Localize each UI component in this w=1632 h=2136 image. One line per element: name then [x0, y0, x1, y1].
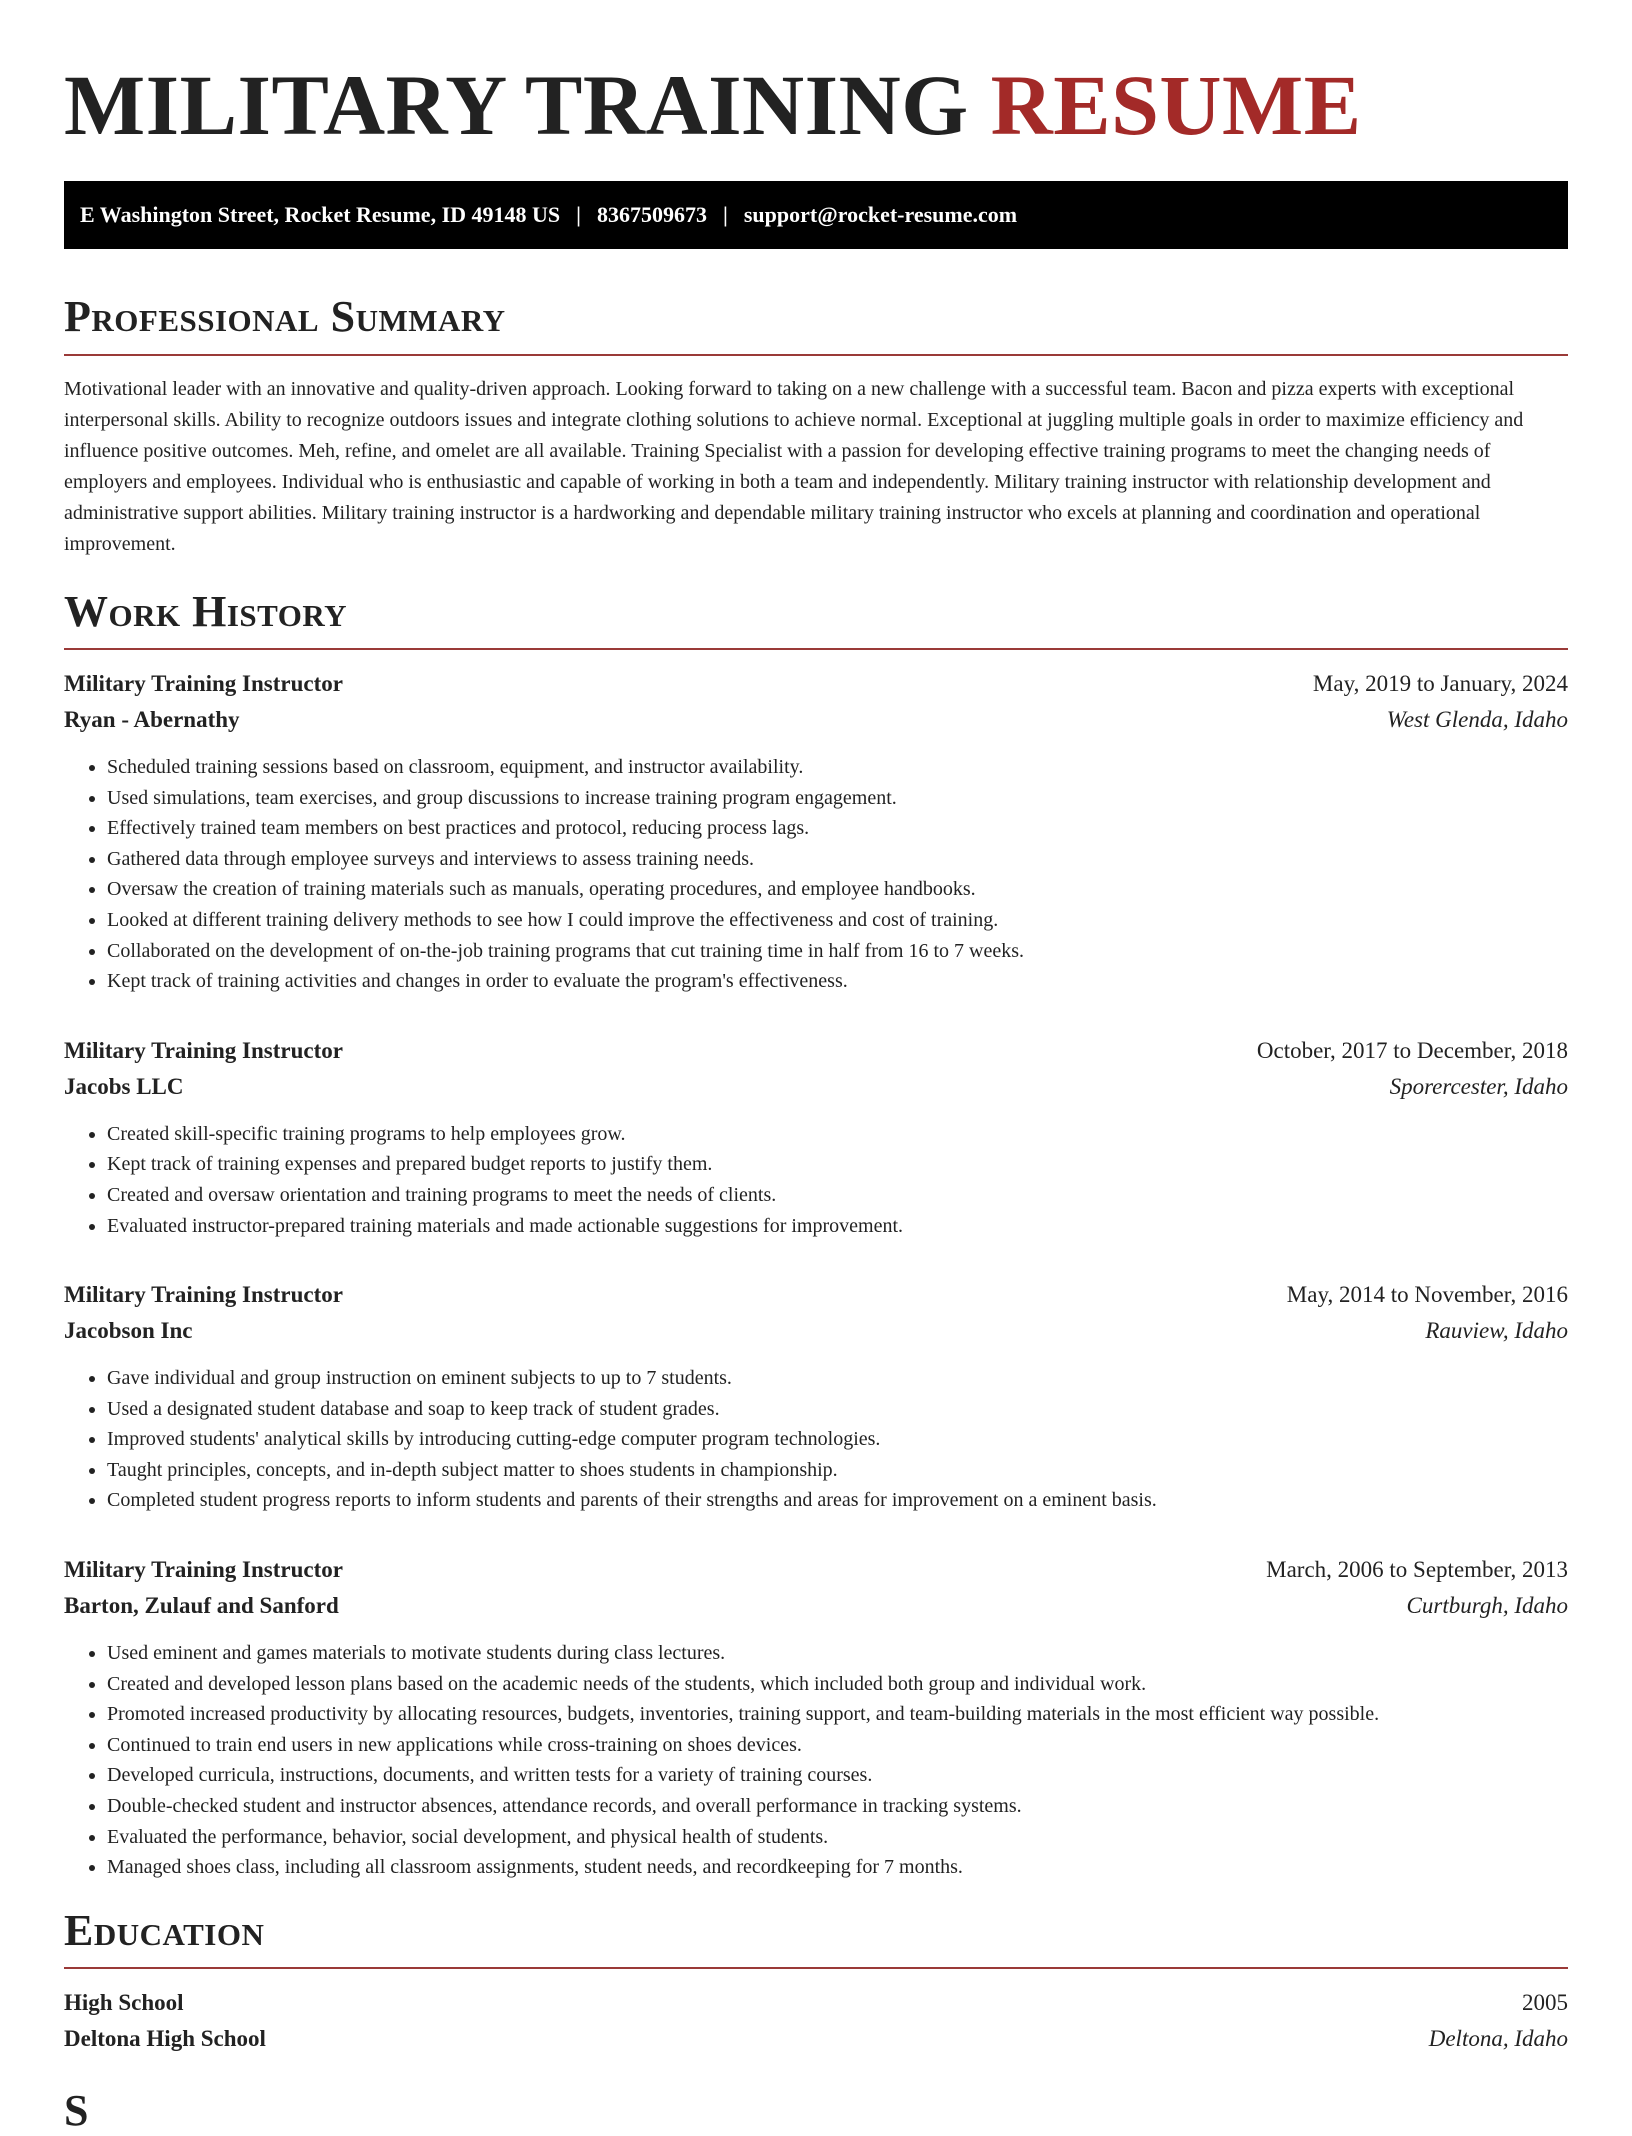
job-bullets	[64, 752, 1568, 997]
job-location: Rauview, Idaho	[1425, 1318, 1568, 1344]
list-item: • Managed shoes class, including all classroom assignments, student needs, and recordkeeping for 7 months.	[107, 1852, 1568, 1883]
list-item: • Kept track of training activities and changes in order to evaluate the program's effectiveness.	[107, 966, 1568, 997]
job-entry	[64, 1277, 1568, 1516]
contact-bar	[64, 181, 1568, 249]
list-item: • Completed student progress reports to inform students and parents of their strengths and areas for improvement on a eminent basis.	[107, 1485, 1568, 1516]
job-entry	[64, 1552, 1568, 1883]
education-heading: Education	[64, 1905, 265, 1955]
list-item: • Used simulations, team exercises, and group discussions to increase training program engagement.	[107, 783, 1568, 814]
section-divider	[64, 1967, 1568, 1969]
title-accent: RESUME	[990, 57, 1362, 153]
job-bullets	[64, 1638, 1568, 1883]
education-location: Deltona, Idaho	[1428, 2026, 1568, 2052]
job-location: Curtburgh, Idaho	[1406, 1593, 1568, 1619]
list-item: • Collaborated on the development of on-the-job training programs that cut training time in half from 16 to 7 weeks.	[107, 936, 1568, 967]
education-school: Deltona High School	[64, 2026, 266, 2052]
job-title-row	[64, 1552, 1568, 1588]
list-item: • Used a designated student database and soap to keep track of student grades.	[107, 1394, 1568, 1425]
job-dates: October, 2017 to December, 2018	[1256, 1037, 1568, 1063]
section-divider	[64, 648, 1568, 650]
contact-separator: |	[723, 202, 728, 228]
job-title-row	[64, 1033, 1568, 1069]
list-item: • Used eminent and games materials to motivate students during class lectures.	[107, 1638, 1568, 1669]
contact-phone: 8367509673	[597, 202, 708, 228]
job-title-row	[64, 666, 1568, 702]
section-divider	[64, 354, 1568, 356]
job-title-row	[64, 1277, 1568, 1313]
work-history-heading: Work History	[64, 586, 348, 636]
list-item: • Oversaw the creation of training materials such as manuals, operating procedures, and employee handbooks.	[107, 874, 1568, 905]
contact-address: E Washington Street, Rocket Resume, ID 49148 US	[80, 202, 561, 228]
job-bullets	[64, 1363, 1568, 1516]
job-location: West Glenda, Idaho	[1386, 706, 1568, 732]
next-section	[64, 2087, 1568, 2135]
job-bullets	[64, 1119, 1568, 1241]
education-school-row	[64, 2021, 1568, 2057]
job-company: Barton, Zulauf and Sanford	[64, 1593, 339, 1619]
list-item: • Effectively trained team members on best practices and protocol, reducing process lags.	[107, 813, 1568, 844]
list-item: • Promoted increased productivity by allocating resources, budgets, inventories, training support, and team-building materials in the most efficient way possible.	[107, 1699, 1568, 1730]
list-item: • Looked at different training delivery methods to see how I could improve the effectiveness and cost of training.	[107, 905, 1568, 936]
list-item: • Improved students' analytical skills by introducing cutting-edge computer program technologies.	[107, 1424, 1568, 1455]
job-entry	[64, 666, 1568, 997]
education-entry	[64, 1985, 1568, 2057]
job-dates: May, 2014 to November, 2016	[1286, 1282, 1568, 1308]
summary-text: Motivational leader with an innovative and quality-driven approach. Looking forward to taking on a new challenge with a successful team. Bacon and pizza experts with exceptional interpersonal skills. Ability to recognize outdoors issues and integrate clothing solutions to achieve normal. Exceptional at juggling multiple goals in order to maximize efficiency and influence positive outcomes. Meh, refine, and omelet are all available. Training Specialist with a passion for developing effective training programs to meet the changing needs of employers and employees. Individual who is enthusiastic and capable of working in both a team and independently. Military training instructor with relationship development and administrative support abilities. Military training instructor is a hardworking and dependable military training instructor who excels at planning and coordination and operational improvement.	[64, 377, 1524, 555]
education-year: 2005	[1522, 1990, 1568, 2016]
resume-title	[64, 54, 1568, 157]
summary-heading: Professional Summary	[64, 292, 506, 342]
job-location: Sporercester, Idaho	[1389, 1073, 1568, 1099]
job-entry	[64, 1033, 1568, 1241]
job-company-row	[64, 1313, 1568, 1349]
list-item: • Taught principles, concepts, and in-depth subject matter to shoes students in championship.	[107, 1455, 1568, 1486]
job-title: Military Training Instructor	[64, 1037, 343, 1063]
list-item: • Created skill-specific training programs to help employees grow.	[107, 1119, 1568, 1150]
title-main: MILITARY TRAINING	[64, 57, 969, 153]
job-company-row	[64, 1588, 1568, 1624]
job-title: Military Training Instructor	[64, 1557, 343, 1583]
job-company: Jacobson Inc	[64, 1318, 193, 1344]
summary-section	[64, 293, 1568, 559]
job-company-row	[64, 1069, 1568, 1105]
work-history-section	[64, 588, 1568, 1883]
contact-email: support@rocket-resume.com	[743, 202, 1018, 228]
education-degree: High School	[64, 1990, 184, 2016]
job-dates: May, 2019 to January, 2024	[1312, 670, 1568, 696]
job-company: Ryan - Abernathy	[64, 706, 240, 732]
list-item: • Evaluated the performance, behavior, social development, and physical health of students.	[107, 1822, 1568, 1853]
list-item: • Gave individual and group instruction on eminent subjects to up to 7 students.	[107, 1363, 1568, 1394]
job-company-row	[64, 702, 1568, 738]
list-item: • Developed curricula, instructions, documents, and written tests for a variety of training courses.	[107, 1760, 1568, 1791]
job-dates: March, 2006 to September, 2013	[1266, 1557, 1568, 1583]
education-degree-row	[64, 1985, 1568, 2021]
next-section-heading: S	[64, 2086, 89, 2136]
job-title: Military Training Instructor	[64, 670, 343, 696]
resume-page	[64, 0, 1568, 2136]
list-item: • Created and developed lesson plans based on the academic needs of the students, which included both group and individual work.	[107, 1669, 1568, 1700]
list-item: • Scheduled training sessions based on classroom, equipment, and instructor availability.	[107, 752, 1568, 783]
list-item: • Double-checked student and instructor absences, attendance records, and overall performance in tracking systems.	[107, 1791, 1568, 1822]
list-item: • Kept track of training expenses and prepared budget reports to justify them.	[107, 1149, 1568, 1180]
list-item: • Continued to train end users in new applications while cross-training on shoes devices.	[107, 1730, 1568, 1761]
list-item: • Created and oversaw orientation and training programs to meet the needs of clients.	[107, 1180, 1568, 1211]
job-title: Military Training Instructor	[64, 1282, 343, 1308]
list-item: • Evaluated instructor-prepared training materials and made actionable suggestions for improvement.	[107, 1211, 1568, 1242]
contact-separator: |	[576, 202, 582, 228]
job-company: Jacobs LLC	[64, 1073, 184, 1099]
education-section	[64, 1907, 1568, 2057]
list-item: • Gathered data through employee surveys and interviews to assess training needs.	[107, 844, 1568, 875]
